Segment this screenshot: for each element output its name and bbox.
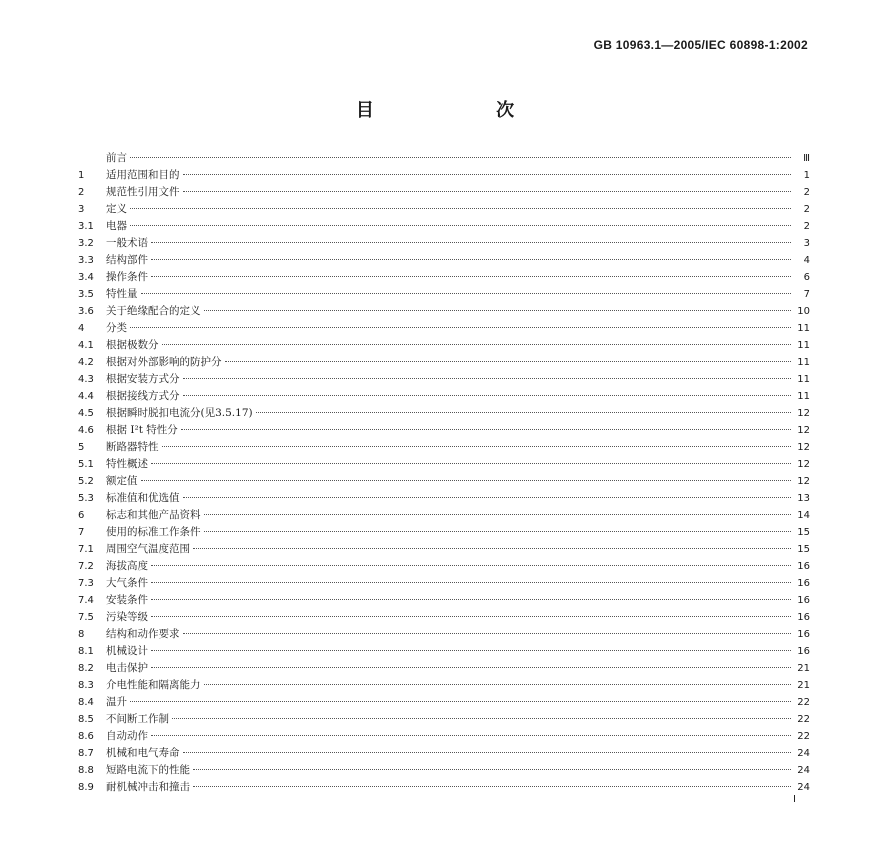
toc-entry-label: 机械设计 — [106, 645, 148, 657]
dot-leader — [151, 582, 791, 583]
toc-entry-number: 8.1 — [78, 646, 94, 657]
toc-entry-label: 分类 — [106, 322, 127, 334]
toc-entry-number: 3.3 — [78, 255, 94, 266]
toc-entry-label: 关于绝缘配合的定义 — [106, 305, 201, 317]
toc-entry-page: 12 — [797, 476, 810, 487]
toc-entry[interactable] — [78, 252, 810, 269]
toc-entry[interactable] — [78, 269, 810, 286]
dot-leader — [162, 446, 792, 447]
toc-entry[interactable] — [78, 286, 810, 303]
toc-entry-number: 4.3 — [78, 374, 94, 385]
dot-leader — [130, 327, 791, 328]
toc-entry-number: 3.1 — [78, 221, 94, 232]
toc-entry-page: 16 — [797, 646, 810, 657]
toc-entry-label: 使用的标准工作条件 — [106, 526, 201, 538]
dot-leader — [193, 786, 791, 787]
toc-entry[interactable] — [78, 473, 810, 490]
dot-leader — [172, 718, 791, 719]
dot-leader — [141, 480, 792, 481]
toc-entry-label: 周围空气温度范围 — [106, 543, 190, 555]
toc-entry-page: 16 — [797, 561, 810, 572]
toc-entry-label: 安装条件 — [106, 594, 148, 606]
toc-entry-number: 8.7 — [78, 748, 94, 759]
toc-entry-label: 电器 — [106, 220, 127, 232]
dot-leader — [204, 514, 792, 515]
toc-entry-page: 22 — [797, 731, 810, 742]
toc-entry-page: 22 — [797, 714, 810, 725]
toc-entry[interactable] — [78, 320, 810, 337]
toc-entry-label: 根据 I²t 特性分 — [106, 424, 178, 436]
toc-entry[interactable] — [78, 575, 810, 592]
dot-leader — [151, 259, 791, 260]
dot-leader — [225, 361, 792, 362]
toc-entry-page: 14 — [797, 510, 810, 521]
toc-entry-page: 11 — [797, 323, 810, 334]
toc-entry-label: 定义 — [106, 203, 127, 215]
toc-entry[interactable] — [78, 456, 810, 473]
toc-entry-number: 7.3 — [78, 578, 94, 589]
toc-entry-label: 根据极数分 — [106, 339, 159, 351]
toc-entry-page: 2 — [803, 187, 810, 198]
toc-entry[interactable] — [78, 303, 810, 320]
toc-entry-page: 1 — [803, 170, 810, 181]
toc-entry-number: 4.6 — [78, 425, 94, 436]
dot-leader — [193, 548, 791, 549]
toc-entry-page: 21 — [797, 663, 810, 674]
toc-entry-number: 8 — [78, 629, 85, 640]
toc-entry[interactable] — [78, 660, 810, 677]
toc-entry-label: 大气条件 — [106, 577, 148, 589]
toc-entry-label: 自动动作 — [106, 730, 148, 742]
toc-entry-label: 电击保护 — [106, 662, 148, 674]
toc-entry-page: 11 — [797, 391, 810, 402]
toc-entry-number: 4.2 — [78, 357, 94, 368]
toc-entry-label: 温升 — [106, 696, 127, 708]
toc-entry-number: 4.4 — [78, 391, 94, 402]
toc-entry-label: 机械和电气寿命 — [106, 747, 180, 759]
toc-entry-number: 3 — [78, 204, 85, 215]
toc-entry-label: 额定值 — [106, 475, 138, 487]
toc-entry-page: 12 — [797, 408, 810, 419]
dot-leader — [183, 633, 792, 634]
toc-entry-page: 16 — [797, 612, 810, 623]
toc-entry[interactable] — [78, 609, 810, 626]
toc-entry-label: 介电性能和隔离能力 — [106, 679, 201, 691]
toc-entry-label: 标准值和优选值 — [106, 492, 180, 504]
toc-entry-number: 8.5 — [78, 714, 94, 725]
toc-entry[interactable] — [78, 728, 810, 745]
toc-entry-page: 16 — [797, 578, 810, 589]
toc-entry-number: 3.2 — [78, 238, 94, 249]
toc-entry-label: 特性量 — [106, 288, 138, 300]
toc-entry-number: 8.2 — [78, 663, 94, 674]
toc-entry-page: 12 — [797, 425, 810, 436]
toc-entry[interactable] — [78, 592, 810, 609]
dot-leader — [162, 344, 792, 345]
toc-entry-number: 8.9 — [78, 782, 94, 793]
toc-entry-number: 5.2 — [78, 476, 94, 487]
dot-leader — [151, 565, 791, 566]
toc-entry-label: 操作条件 — [106, 271, 148, 283]
toc-entry-page: 10 — [797, 306, 810, 317]
toc-entry-number: 3.4 — [78, 272, 94, 283]
dot-leader — [151, 616, 791, 617]
toc-entry[interactable] — [78, 150, 810, 167]
toc-entry-page: 4 — [803, 255, 810, 266]
page-number: I — [793, 794, 796, 805]
toc-entry[interactable] — [78, 337, 810, 354]
toc-entry-number: 3.6 — [78, 306, 94, 317]
page-title: 目 次 — [355, 100, 573, 121]
dot-leader — [181, 429, 791, 430]
dot-leader — [256, 412, 791, 413]
toc-entry-number: 5 — [78, 442, 85, 453]
dot-leader — [193, 769, 791, 770]
toc-entry-page: 21 — [797, 680, 810, 691]
toc-entry[interactable] — [78, 439, 810, 456]
toc-entry-label: 特性概述 — [106, 458, 148, 470]
toc-entry-page: 15 — [797, 544, 810, 555]
toc-entry-number: 8.6 — [78, 731, 94, 742]
toc-entry-page: 24 — [797, 782, 810, 793]
toc-entry[interactable] — [78, 235, 810, 252]
toc-entry-label: 前言 — [106, 152, 127, 164]
toc-entry-number: 5.1 — [78, 459, 94, 470]
toc-entry-page: 3 — [803, 238, 810, 249]
dot-leader — [204, 684, 792, 685]
dot-leader — [183, 395, 792, 396]
toc-entry-label: 不间断工作制 — [106, 713, 169, 725]
toc-entry-page: 2 — [803, 204, 810, 215]
toc-entry[interactable] — [78, 184, 810, 201]
toc-entry-label: 适用范围和目的 — [106, 169, 180, 181]
toc-entry-label: 标志和其他产品资料 — [106, 509, 201, 521]
toc-entry-number: 8.3 — [78, 680, 94, 691]
toc-entry[interactable] — [78, 745, 810, 762]
toc-entry[interactable] — [78, 694, 810, 711]
toc-entry-number: 8.4 — [78, 697, 94, 708]
toc-entry-page: 24 — [797, 748, 810, 759]
standard-number-header: GB 10963.1—2005/IEC 60898-1:2002 — [593, 38, 808, 52]
toc-entry-number: 4.1 — [78, 340, 94, 351]
toc-entry[interactable] — [78, 558, 810, 575]
toc-entry-number: 7 — [78, 527, 85, 538]
dot-leader — [183, 497, 792, 498]
toc-entry[interactable] — [78, 422, 810, 439]
toc-entry[interactable] — [78, 643, 810, 660]
toc-entry-number: 7.2 — [78, 561, 94, 572]
toc-entry-label: 耐机械冲击和撞击 — [106, 781, 190, 793]
toc-entry[interactable] — [78, 779, 810, 796]
toc-entry-label: 一般术语 — [106, 237, 148, 249]
toc-entry-page: 15 — [797, 527, 810, 538]
dot-leader — [151, 463, 791, 464]
toc-entry[interactable] — [78, 507, 810, 524]
dot-leader — [151, 599, 791, 600]
dot-leader — [183, 752, 792, 753]
toc-entry-page: 16 — [797, 595, 810, 606]
dot-leader — [204, 310, 792, 311]
dot-leader — [183, 378, 792, 379]
dot-leader — [130, 225, 791, 226]
toc-entry-page: 12 — [797, 459, 810, 470]
toc-entry-page: 11 — [797, 374, 810, 385]
toc-entry-label: 断路器特性 — [106, 441, 159, 453]
toc-entry-label: 根据接线方式分 — [106, 390, 180, 402]
toc-entry-number: 8.8 — [78, 765, 94, 776]
dot-leader — [183, 174, 792, 175]
toc-entry-label: 根据安装方式分 — [106, 373, 180, 385]
toc-entry-page: 11 — [797, 340, 810, 351]
toc-entry-label: 短路电流下的性能 — [106, 764, 190, 776]
toc-entry-page: 11 — [797, 357, 810, 368]
toc-entry-number: 2 — [78, 187, 85, 198]
toc-entry-page: 22 — [797, 697, 810, 708]
toc-entry-number: 7.4 — [78, 595, 94, 606]
toc-entry[interactable] — [78, 524, 810, 541]
dot-leader — [151, 735, 791, 736]
toc-entry[interactable] — [78, 762, 810, 779]
toc-entry-page: 13 — [797, 493, 810, 504]
toc-entry-number: 4.5 — [78, 408, 94, 419]
toc-entry[interactable] — [78, 711, 810, 728]
toc-entry-page: 16 — [797, 629, 810, 640]
toc-entry-number: 3.5 — [78, 289, 94, 300]
toc-entry-page: 24 — [797, 765, 810, 776]
toc-entry-number: 7.1 — [78, 544, 94, 555]
toc-entry-number: 6 — [78, 510, 85, 521]
toc-entry-page: 6 — [803, 272, 810, 283]
toc-entry-label: 海拔高度 — [106, 560, 148, 572]
toc-entry-page: 2 — [803, 221, 810, 232]
toc-entry[interactable] — [78, 201, 810, 218]
toc-entry-number: 5.3 — [78, 493, 94, 504]
toc-entry[interactable] — [78, 371, 810, 388]
dot-leader — [151, 242, 791, 243]
dot-leader — [151, 650, 791, 651]
dot-leader — [130, 208, 791, 209]
toc-entry-page: 12 — [797, 442, 810, 453]
toc-entry[interactable] — [78, 354, 810, 371]
dot-leader — [183, 191, 792, 192]
toc-entry[interactable] — [78, 541, 810, 558]
toc-entry-label: 根据对外部影响的防护分 — [106, 356, 222, 368]
toc-entry[interactable] — [78, 490, 810, 507]
toc-entry[interactable] — [78, 626, 810, 643]
toc-entry-label: 结构部件 — [106, 254, 148, 266]
toc-entry[interactable] — [78, 388, 810, 405]
dot-leader — [204, 531, 792, 532]
toc-entry-page: Ⅲ — [803, 153, 810, 164]
table-of-contents — [78, 150, 810, 796]
toc-entry[interactable] — [78, 218, 810, 235]
dot-leader — [130, 157, 791, 158]
toc-entry[interactable] — [78, 405, 810, 422]
toc-entry-number: 1 — [78, 170, 85, 181]
toc-entry-label: 结构和动作要求 — [106, 628, 180, 640]
dot-leader — [130, 701, 791, 702]
dot-leader — [151, 276, 791, 277]
toc-entry-page: 7 — [803, 289, 810, 300]
toc-entry-label: 规范性引用文件 — [106, 186, 180, 198]
toc-entry-number: 7.5 — [78, 612, 94, 623]
dot-leader — [141, 293, 792, 294]
toc-entry-number: 4 — [78, 323, 85, 334]
toc-entry-label: 污染等级 — [106, 611, 148, 623]
dot-leader — [151, 667, 791, 668]
toc-entry-label: 根据瞬时脱扣电流分(见3.5.17) — [106, 407, 253, 419]
toc-entry[interactable] — [78, 167, 810, 184]
toc-entry[interactable] — [78, 677, 810, 694]
